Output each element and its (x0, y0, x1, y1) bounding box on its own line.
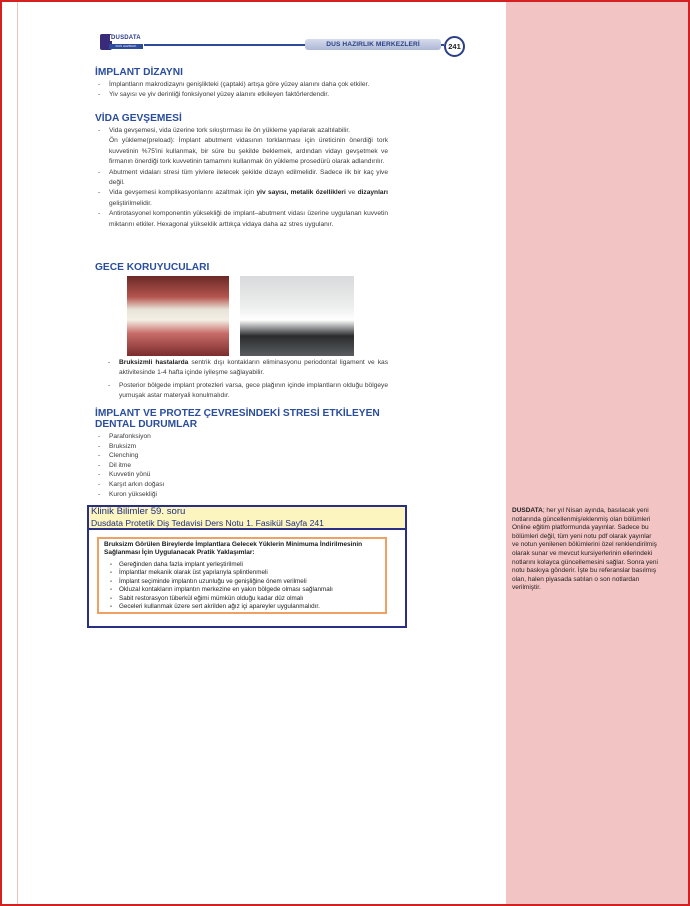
list-item: - Bruksizm (96, 442, 388, 452)
item-bold: yiv sayısı, metalik özellikleri (256, 189, 346, 197)
list-item: - Antirotasyonel komponentin yüksekliği de implant–abutment vidası üzerine uygulanan kuvvetin miktarını etkiler. Hexagonal yükseklik arttıkça vidaya daha az stres uygulanır. (96, 209, 388, 230)
list-item: - Clenching (96, 451, 388, 461)
list-item: - İmplant seçiminde implantın uzunluğu ve genişliğine önem verilmeli (110, 578, 384, 586)
bruxism-teeth-photo (127, 276, 229, 356)
list-item: - Parafonksiyon (96, 432, 388, 442)
list-item: - Yiv sayısı ve yiv derinliği fonksiyonel yüzey alanını etkileyen faktörlerdendir. (96, 90, 388, 100)
item-bold: Bruksizmli hastalarda (119, 359, 189, 366)
list-item: - Okluzal kontakların implantın merkezine en yakın bölgede olması sağlanmalı (110, 586, 384, 594)
list-item: - Geceleri kullanmak üzere sert akrilden ağız içi apareyler uygulanmalıdır. (110, 603, 384, 611)
section-title-gece-koruyuculari: GECE KORUYUCULARI (95, 262, 210, 273)
stres-list (96, 432, 388, 499)
page-number: 241 (444, 36, 465, 57)
list-item: - İmplantlar mekanik olarak üst yapılarıyla splintlenmeli (110, 569, 384, 577)
section-title-stres-line1: İMPLANT VE PROTEZ ÇEVRESİNDEKİ STRESİ ETKİLEYEN (95, 408, 380, 419)
klinik-title: Klinik Bilimler 59. soru (91, 506, 186, 517)
section-title-vida-gevsemesi: VİDA GEVŞEMESİ (95, 113, 182, 124)
header-title: DUS HAZIRLIK MERKEZLERİ (305, 39, 441, 50)
list-item: - Kuron yüksekliği (96, 490, 388, 500)
list-item-continuation: Ön yükleme(preload): İmplant abutment vidasının torklanması için üreticinin önerdiği tork kuvvetinin %75'ini kullanmak, bir süre bu şekilde beklemek, ardından vidayı gevşetmek ve firmanın önerdiği tork kuvvetinin tamamını kullanmak ön yükleme prosedürü olarak adlandırılır. (109, 137, 388, 166)
list-item: - Posterior bölgede implant protezleri varsa, gece plağının içinde implantların olduğu bölgeye yumuşak astar materyali konulmalıdır. (106, 381, 388, 402)
sidebar-panel (506, 2, 688, 904)
logo-word: DUSDATA (111, 35, 141, 41)
list-item: - Dil itme (96, 461, 388, 471)
item-text: Vida gevşemesi komplikasyonlarını azaltmak için (109, 189, 257, 197)
list-item (106, 358, 388, 379)
list-item: - Karşıt arkın doğası (96, 480, 388, 490)
list-item: - Vida gevşemesi, vida üzerine tork sıkıştırması ile ön yükleme yapılarak azaltılabilir. (96, 126, 388, 136)
gece-list (106, 358, 388, 379)
item-text: geliştirilmelidir. (109, 199, 152, 207)
dusdata-logo (100, 33, 142, 53)
bruksizm-list (110, 561, 384, 611)
night-guard-photo (240, 276, 354, 356)
item-text: sentrik dışı kontakların eliminasyonu periodontal ligament ve kas aktivitesinde 1-4 hafta içinde iyileşme sağlayabilir. (119, 359, 388, 377)
list-item: - Gereğinden daha fazla implant yerleştirilmeli (110, 561, 384, 569)
logo-subtitle: DUS HAZIRLIK MERKEZLERİ (109, 44, 143, 49)
list-item (96, 188, 388, 209)
list-item: - Sabit restorasyon tüberkül eğimi mümkün olduğu kadar düz olmalı (110, 595, 384, 603)
sidebar-note (512, 507, 660, 593)
list-item: - İmplantların makrodizaynı genişlikteki (çaptaki) artışa göre yüzey alanını daha çok etkiler. (96, 80, 388, 90)
list-item: - Kuvvetin yönü (96, 470, 388, 480)
list-item: - Abutment vidaları stresi tüm yivlere iletecek şekilde dizayn edilmelidir. Sadece ilk bir kaç yive değil. (96, 168, 388, 189)
gece-list-2 (106, 381, 388, 402)
sidebar-note-text: ; her yıl Nisan ayında, basılacak yeni notlarında güncellenmiş/eklenmiş olan bölümleri Online eğitim platformunda yayınlar. Sadece bu bölümleri değil, tüm yeni notu pdf olarak yayınlar ve notun yenilenen bölümlerini özel renklendirilmiş olarak sunar ve mevcut kursiyerlerinin ellerindeki notlarını kolayca güncellemesini sağlar. Sonra yeni notu baskıya gönderir. İşte bu referanslar basılmış olan, halen piyasada satılan o son notlardan verilmiştir. (512, 507, 658, 592)
item-text: ve (345, 189, 358, 197)
item-bold: dizaynları (357, 189, 388, 197)
klinik-subtitle: Dusdata Protetik Diş Tedavisi Ders Notu 1. Fasikül Sayfa 241 (91, 518, 324, 528)
section-title-implant-dizayni: İMPLANT DİZAYNI (95, 67, 183, 78)
vida-gevsemesi-list (96, 126, 388, 230)
implant-dizayni-list (96, 80, 388, 101)
section-title-stres-line2: DENTAL DURUMLAR (95, 419, 198, 430)
bruksizm-box-title: Bruksizm Görülen Bireylerde İmplantlara Gelecek Yüklerin Minimuma İndirilmesinin Sağlanması İçin Uygulanacak Pratik Yaklaşımlar: (104, 541, 363, 557)
sidebar-note-brand: DUSDATA (512, 507, 543, 514)
